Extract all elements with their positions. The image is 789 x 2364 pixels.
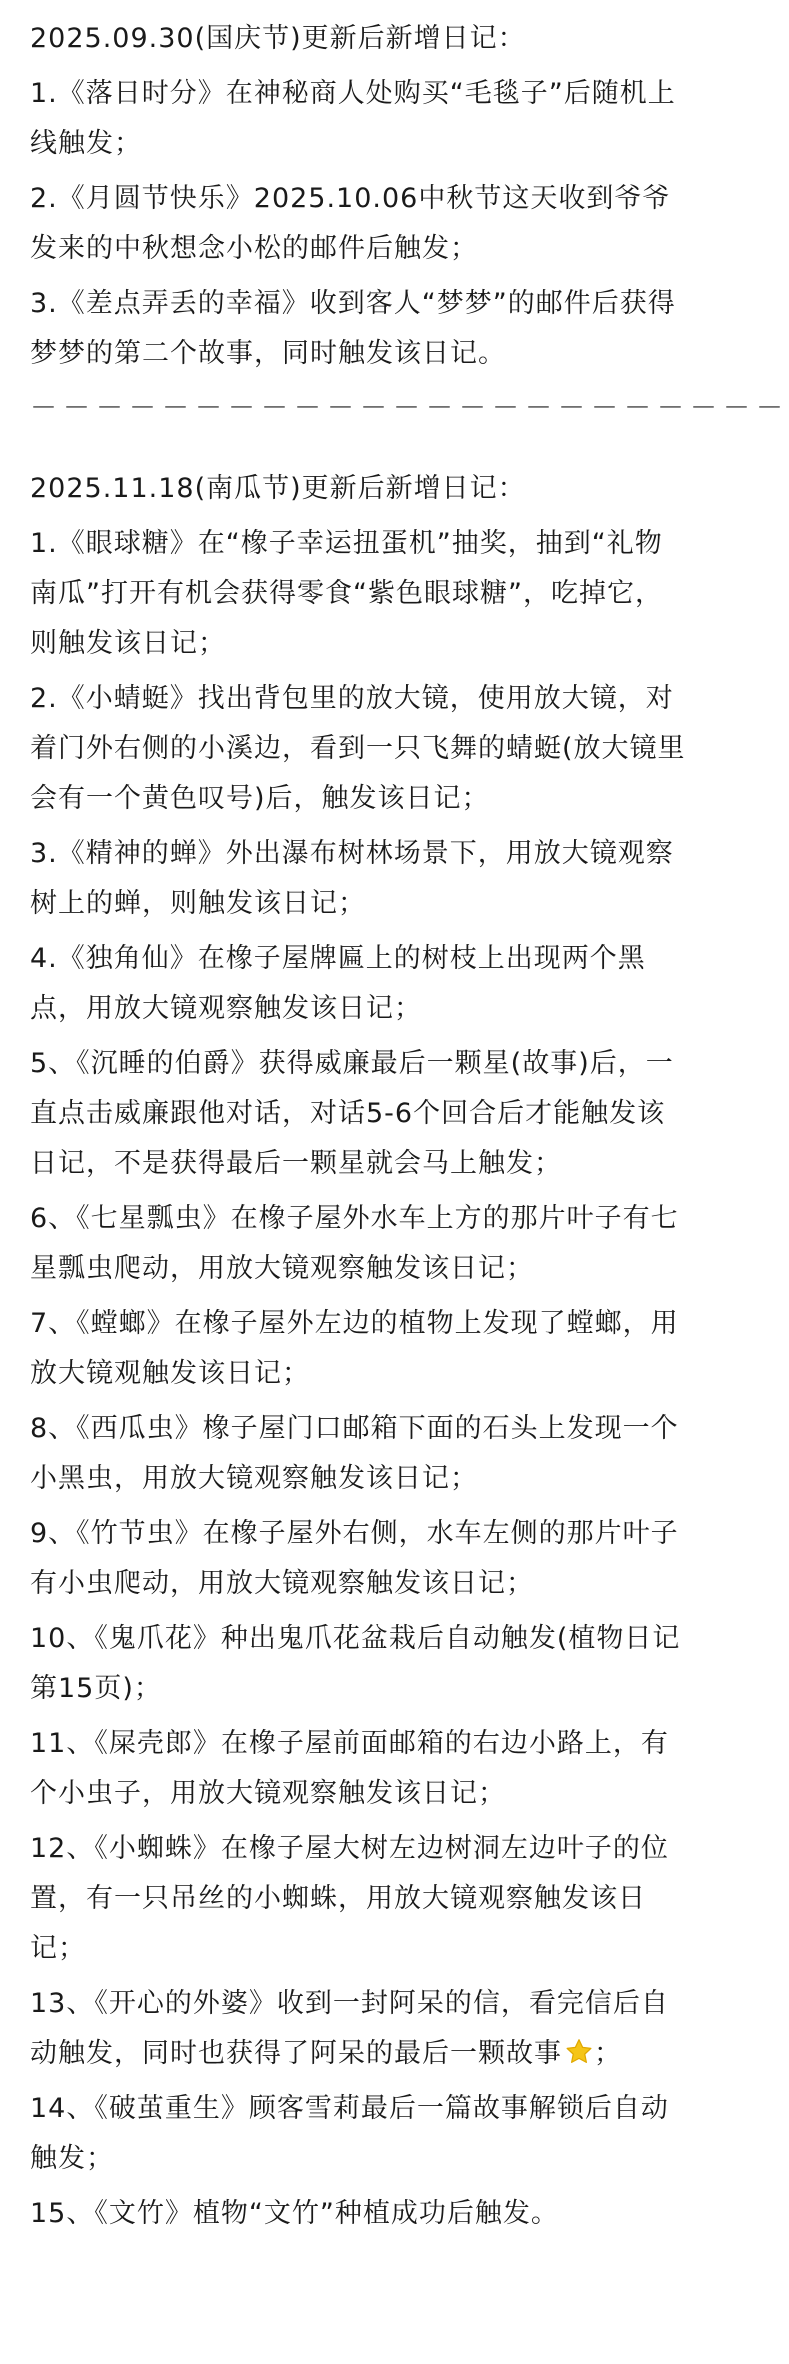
section-2-item-12: 12、《小蜘蛛》在橡子屋大树左边树洞左边叶子的位置，有一只吊丝的小蜘蛛，用放大镜观察触发该日记；: [30, 1833, 669, 1964]
section-1-item-1: 1.《落日时分》在神秘商人处购买“毛毯子”后随机上线触发；: [30, 78, 676, 159]
dashed-divider: －－－－－－－－－－－－－－－－－－－－－－－: [30, 393, 789, 424]
section-2-item-15: 15、《文竹》植物“文竹”种植成功后触发。: [30, 2198, 559, 2229]
section-1-item-3: 3.《差点弄丢的幸福》收到客人“梦梦”的邮件后获得梦梦的第二个故事，同时触发该日记。: [30, 288, 676, 369]
section-2-item-2: 2.《小蜻蜓》找出背包里的放大镜，使用放大镜，对着门外右侧的小溪边，看到一只飞舞的蜻蜓(放大镜里会有一个黄色叹号)后，触发该日记；: [30, 683, 686, 814]
section-2-item-13-suffix: ；: [594, 2038, 622, 2069]
section-2-item-14: 14、《破茧重生》顾客雪莉最后一篇故事解锁后自动触发；: [30, 2093, 669, 2174]
section-2-item-11: 11、《屎壳郎》在橡子屋前面邮箱的右边小路上，有个小虫子，用放大镜观察触发该日记；: [30, 1728, 669, 1809]
section-2-item-3: 3.《精神的蝉》外出瀑布树林场景下，用放大镜观察树上的蝉，则触发该日记；: [30, 838, 674, 919]
section-2-item-7: 7、《螳螂》在橡子屋外左边的植物上发现了螳螂，用放大镜观触发该日记；: [30, 1308, 679, 1389]
section-2-item-9: 9、《竹节虫》在橡子屋外右侧，水车左侧的那片叶子有小虫爬动，用放大镜观察触发该日记；: [30, 1518, 679, 1599]
section-2-item-13: [30, 1979, 690, 2079]
section-2-item-8: 8、《西瓜虫》橡子屋门口邮箱下面的石头上发现一个小黑虫，用放大镜观察触发该日记；: [30, 1413, 679, 1494]
section-2-item-10: 10、《鬼爪花》种出鬼爪花盆栽后自动触发(植物日记第15页)；: [30, 1623, 681, 1704]
section-1-item-2: 2.《月圆节快乐》2025.10.06中秋节这天收到爷爷发来的中秋想念小松的邮件后触发；: [30, 183, 671, 264]
star-icon: [564, 2034, 594, 2064]
section-2-item-6: 6、《七星瓢虫》在橡子屋外水车上方的那片叶子有七星瓢虫爬动，用放大镜观察触发该日记；: [30, 1203, 679, 1284]
section-2-item-5: 5、《沉睡的伯爵》获得威廉最后一颗星(故事)后，一直点击威廉跟他对话，对话5-6个回合后才能触发该日记，不是获得最后一颗星就会马上触发；: [30, 1048, 674, 1179]
section-2-heading: 2025.11.18(南瓜节)更新后新增日记：: [30, 473, 526, 504]
section-2-item-4: 4.《独角仙》在橡子屋牌匾上的树枝上出现两个黑点，用放大镜观察触发该日记；: [30, 943, 646, 1024]
section-2-item-13-text: 13、《开心的外婆》收到一封阿呆的信，看完信后自动触发，同时也获得了阿呆的最后一颗故事: [30, 1988, 669, 2069]
section-2-item-1: 1.《眼球糖》在“橡子幸运扭蛋机”抽奖，抽到“礼物南瓜”打开有机会获得零食“紫色眼球糖”，吃掉它，则触发该日记；: [30, 528, 663, 659]
section-1-heading: 2025.09.30(国庆节)更新后新增日记：: [30, 23, 526, 54]
